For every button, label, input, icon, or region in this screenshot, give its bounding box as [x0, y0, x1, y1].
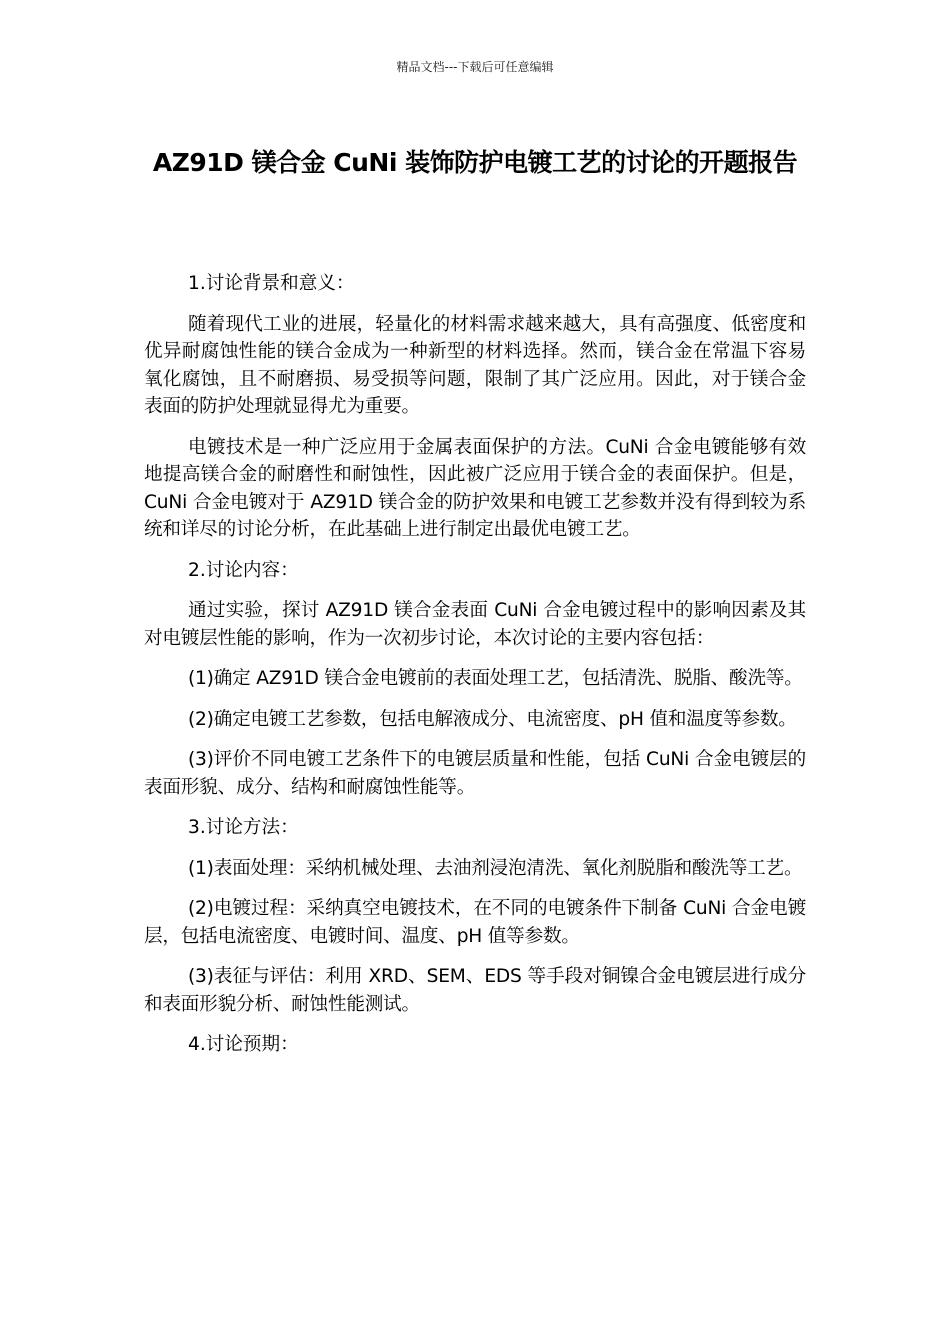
list-item: (2)电镀过程：采纳真空电镀技术，在不同的电镀条件下制备 CuNi 合金电镀层，包括电流密度、电镀时间、温度、pH 值等参数。 [144, 898, 806, 947]
paragraph: 随着现代工业的进展，轻量化的材料需求越来越大，具有高强度、低密度和优异耐腐蚀性能的镁合金成为一种新型的材料选择。然而，镁合金在常温下容易氧化腐蚀，且不耐磨损、易受损等问题，限制了其广泛应用。因此，对于镁合金表面的防护处理就显得尤为重要。 [144, 313, 806, 417]
header-note: 精品文档---下载后可任意编辑 [396, 60, 554, 74]
document-body [144, 270, 806, 1072]
section-method [144, 814, 806, 1018]
section-background [144, 270, 806, 544]
section-heading: 3.讨论方法： [188, 817, 299, 838]
list-item: (3)表征与评估：利用 XRD、SEM、EDS 等手段对铜镍合金电镀层进行成分和表面形貌分析、耐蚀性能测试。 [144, 966, 806, 1015]
section-content [144, 557, 806, 802]
list-item: (1)确定 AZ91D 镁合金电镀前的表面处理工艺，包括清洗、脱脂、酸洗等。 [188, 668, 803, 689]
section-heading: 1.讨论背景和意义： [188, 273, 355, 294]
list-item: (1)表面处理：采纳机械处理、去油剂浸泡清洗、氧化剂脱脂和酸洗等工艺。 [188, 857, 803, 879]
list-item: (2)确定电镀工艺参数，包括电解液成分、电流密度、pH 值和温度等参数。 [188, 708, 797, 730]
document-title: AZ91D 镁合金 CuNi 装饰防护电镀工艺的讨论的开题报告 [152, 148, 798, 177]
list-item: (3)评价不同电镀工艺条件下的电镀层质量和性能，包括 CuNi 合金电镀层的表面形貌、成分、结构和耐腐蚀性能等。 [144, 749, 806, 798]
section-heading: 2.讨论内容： [188, 559, 299, 581]
paragraph: 电镀技术是一种广泛应用于金属表面保护的方法。CuNi 合金电镀能够有效地提高镁合金的耐磨性和耐蚀性，因此被广泛应用于镁合金的表面保护。但是，CuNi 合金电镀对于 AZ91D 镁合金的防护效果和电镀工艺参数并没有得到较为系统和详尽的讨论分析，在此基础上进行制定出最优电镀工艺。 [144, 436, 806, 540]
section-expectation [144, 1031, 806, 1059]
paragraph: 通过实验，探讨 AZ91D 镁合金表面 CuNi 合金电镀过程中的影响因素及其对电镀层性能的影响，作为一次初步讨论，本次讨论的主要内容包括： [144, 600, 806, 649]
section-heading: 4.讨论预期： [188, 1034, 299, 1055]
